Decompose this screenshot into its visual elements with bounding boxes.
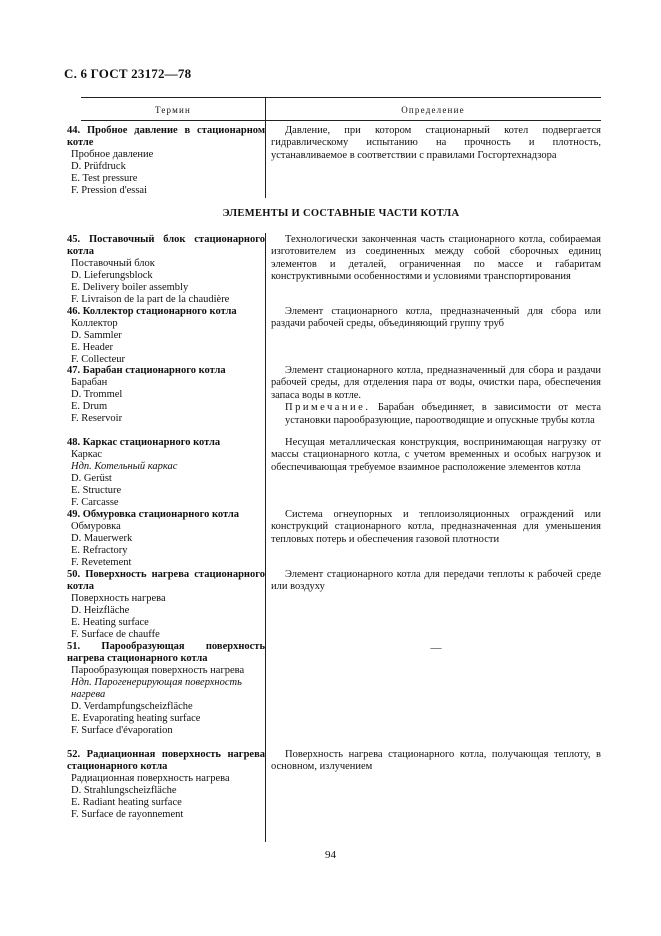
definition-text: Технологически законченная часть стационарного котла, собираемая изготовителем из соединенных между собой сборочных единиц элементов и деталей, ограниченная по массе и габаритам конструктивными особенностями и условиями транспортирования <box>271 234 601 283</box>
definition-51: — <box>430 642 442 654</box>
term-entry-50 <box>67 569 265 641</box>
term-line: E. Drum <box>71 401 108 412</box>
definition-47 <box>271 365 601 427</box>
term-line: F. Carcasse <box>71 497 119 508</box>
definition-text: Элемент стационарного котла для передачи теплоты к рабочей среде или воздуху <box>271 569 601 593</box>
term-line: Поверхность нагрева <box>71 593 166 604</box>
term-title: 47. Барабан стационарного котла <box>67 365 226 376</box>
definition-note <box>271 402 601 427</box>
definition-text: Несущая металлическая конструкция, воспринимающая нагрузку от массы стационарного котла, с учетом временных и особых нагрузок и обеспечивающая требуемое взаимное расположение элементов котла <box>271 437 601 473</box>
definition-52 <box>271 749 601 774</box>
term-entry-48 <box>67 437 265 509</box>
term-line: Каркас <box>71 449 103 460</box>
term-line: Парообразующая поверхность нагрева <box>71 665 245 676</box>
page-number: 94 <box>325 849 336 861</box>
term-entry-47 <box>67 365 265 425</box>
term-title: 48. Каркас стационарного котла <box>67 437 221 448</box>
definition-44 <box>271 125 601 162</box>
term-entry-45 <box>67 234 265 306</box>
term-line: D. Sammler <box>71 330 122 341</box>
term-line: Ндп. Котельный каркас <box>71 461 178 472</box>
term-line: D. Verdampfungscheizfläche <box>71 701 193 712</box>
term-line: E. Evaporating heating surface <box>71 713 201 724</box>
definition-text: Элемент стационарного котла, предназначенный для сбора или раздачи рабочей среды, объединяющий группу труб <box>271 306 601 330</box>
term-line: F. Surface de chauffe <box>71 629 160 640</box>
term-line: Барабан <box>71 377 108 388</box>
term-line: F. Revetement <box>71 557 132 568</box>
note-label: Примечание. <box>285 402 371 414</box>
column-header-definition: Определение <box>401 105 465 115</box>
table-top-rule <box>81 97 601 98</box>
column-header-term: Термин <box>154 105 192 115</box>
term-title: 45. Поставочный блок стационарного котла <box>67 234 265 257</box>
definition-text: Поверхность нагрева стационарного котла, получающая теплоту, в основном, излучением <box>271 749 601 773</box>
definition-text: Элемент стационарного котла, предназначенный для сбора и раздачи рабочей среды, для отделения пара от воды, очистки пара, обеспечения запаса воды в котле. <box>271 365 601 401</box>
term-line: D. Prüfdruck <box>71 161 126 172</box>
term-line: Радиационная поверхность нагрева <box>71 773 230 784</box>
definition-46 <box>271 306 601 331</box>
term-line: E. Delivery boiler assembly <box>71 282 189 293</box>
terms-table <box>67 97 602 842</box>
term-line: F. Pression d'essai <box>71 185 148 196</box>
term-line: Обмуровка <box>71 521 121 532</box>
term-line: E. Refractory <box>71 545 128 556</box>
term-line: E. Test pressure <box>71 173 138 184</box>
term-line: Коллектор <box>71 318 118 329</box>
term-title: 49. Обмуровка стационарного котла <box>67 509 240 520</box>
term-line: Ндп. Парогенерирующая поверхность нагрева <box>71 677 242 700</box>
term-title: 46. Коллектор стационарного котла <box>67 306 237 317</box>
definition-text: Давление, при котором стационарный котел подвергается гидравлическому испытанию на прочность и плотность, устанавливаемое в соответствии с правилами Госгортехнадзора <box>271 125 601 161</box>
definition-50 <box>271 569 601 594</box>
term-line: E. Header <box>71 342 113 353</box>
term-line: E. Radiant heating surface <box>71 797 182 808</box>
term-entry-52 <box>67 749 265 821</box>
term-line: D. Trommel <box>71 389 123 400</box>
definition-45 <box>271 234 601 284</box>
term-entry-46 <box>67 306 265 366</box>
term-line: F. Surface d'évaporation <box>71 725 173 736</box>
term-line: D. Mauerwerk <box>71 533 133 544</box>
term-line: F. Collecteur <box>71 354 125 365</box>
term-entry-44 <box>67 125 265 197</box>
table-header-rule <box>81 120 601 121</box>
term-line: E. Structure <box>71 485 122 496</box>
section-title: ЭЛЕМЕНТЫ И СОСТАВНЫЕ ЧАСТИ КОТЛА <box>222 208 460 219</box>
term-line: D. Strahlungscheizfläche <box>71 785 177 796</box>
term-line: F. Livraison de la part de la chaudière <box>71 294 230 305</box>
term-title: 44. Пробное давление в стационарном котле <box>67 125 265 148</box>
definition-48 <box>271 437 601 474</box>
term-line: D. Lieferungsblock <box>71 270 153 281</box>
definition-text: Система огнеупорных и теплоизоляционных ограждений или конструкций стационарного котла, предназначенная для уменьшения тепловых потерь и обеспечения газовой плотности <box>271 509 601 545</box>
term-line: D. Heizfläche <box>71 605 130 616</box>
term-line: D. Gerüst <box>71 473 112 484</box>
page-header: С. 6 ГОСТ 23172—78 <box>64 66 192 81</box>
term-line: Пробное давление <box>71 149 154 160</box>
term-line: E. Heating surface <box>71 617 149 628</box>
term-entry-51 <box>67 641 265 737</box>
term-title: 51. Парообразующая поверхность нагрева стационарного котла <box>67 641 265 664</box>
term-line: F. Reservoir <box>71 413 123 424</box>
term-entry-49 <box>67 509 265 569</box>
term-title: 52. Радиационная поверхность нагрева стационарного котла <box>67 749 265 772</box>
term-title: 50. Поверхность нагрева стационарного котла <box>67 569 265 592</box>
column-divider <box>265 233 266 842</box>
definition-49 <box>271 509 601 546</box>
note-text: Барабан объединяет, в зависимости от места установки парообразующие, пароотводящие и опускные трубы котла <box>285 402 602 426</box>
term-line: Поставочный блок <box>71 258 155 269</box>
term-line: F. Surface de rayonnement <box>71 809 184 820</box>
